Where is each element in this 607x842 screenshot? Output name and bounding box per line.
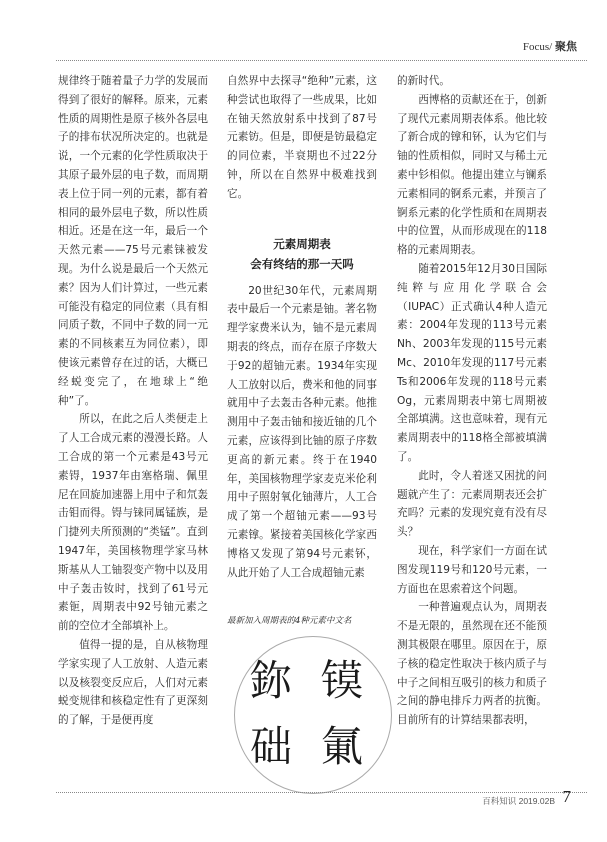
figure-caption: 最新加入周期表的4种元素中文名 — [227, 616, 352, 626]
section-label-en: Focus/ — [522, 41, 553, 53]
paragraph: 一种普遍观点认为，周期表不是无限的，虽然现在还不能预测其极限在哪里。原因在于，原子核的稳定性取决于核内质子与中子之间相互吸引的核力和质子之间的静电排斥力两者的抗衡。目前所有的计算结果都表明， — [397, 601, 547, 727]
journal-info: 百科知识 2019.02B — [482, 796, 555, 806]
paragraph: 自然界中去探寻“绝种”元素，这种尝试也取得了一些成果，比如在铀天然放射系中找到了87号元素钫。但是，即便是钫最稳定的同位素，半衰期也不过22分钟，所以在自然界中极难找到它。 — [227, 75, 377, 200]
paragraph: 此时，令人着迷又困扰的问题就产生了：元素周期表还会扩充吗？元素的发现究竟有没有尽头？ — [397, 469, 547, 539]
element-char-ts: 础 — [250, 722, 293, 771]
section-label-cn: 聚焦 — [555, 40, 577, 53]
paragraph: 值得一提的是，自从核物理学家实现了人工放射、人造元素以及核裂变反应后，人们对元素蜕变规律和核稳定性有了更深刻的了解，于是便再度 — [58, 638, 208, 727]
section-label — [523, 38, 577, 54]
column-2 — [227, 72, 377, 582]
paragraph: 所以，在此之后人类便走上了人工合成元素的漫漫长路。人工合成的第一个元素是43号元素锝，1937年由塞格瑞、佩里尼在回旋加速器上用中子和氘轰击钼而得。锝与铼同属锰族，是门捷列夫所预测的“类锰”。直到1947年，美国核物理学家马林斯基从人工铀裂变产物中以及用中子轰击钕时，找到了61号元素钷，周期表中92号铀元素之前的空位才全部填补上。 — [58, 413, 208, 633]
element-char-nh: 鉨 — [250, 656, 293, 705]
paragraph: 现在，科学家们一方面在试图发现119号和120号元素，一方面也在思索着这个问题。 — [397, 544, 547, 595]
paragraph: 西博格的贡献还在于，创新了现代元素周期表体系。他比较了新合成的镎和钚，认为它们与铀的性质相似，同时又与稀土元素中钐相似。他提出建立与镧系元素相同的锕系元素，并预言了锕系元素的化学性质和在周期表中的位置，从而形成现在的118格的元素周期表。 — [397, 93, 547, 257]
column-1 — [58, 72, 208, 730]
spacer — [227, 274, 377, 282]
paragraph: 20世纪30年代，元素周期表中最后一个元素是铀。著名物理学家费米认为，铀不是元素周期表的终点，而存在原子序数大于92的超铀元素。1934年实现人工放射以后，费米和他的同事就用中子去轰击各种元素。他推测用中子轰击铀和接近铀的几个元素，应该得到比铀的原子序数更高的新元素。终于在1940年，美国核物理学家麦克米伦利用中子照射氧化铀薄片，人工合成了第一个超铀元素——93号元素镎。紧接着美国核化学家西博格又发现了第94号元素钚，从此开始了人工合成超铀元素 — [227, 284, 377, 579]
paragraph: 随着2015年12月30日国际纯粹与应用化学联合会（IUPAC）正式确认4种人造元素：2004年发现的113号元素Nh、2003年发现的115号元素Mc、2010年发现的117号元素Ts和2006年发现的118号元素Og，元素周期表中第七周期被全部填满。这也意味着，现有元素周期表中的118格全部被填满了。 — [397, 262, 547, 463]
page-number: 7 — [562, 787, 571, 806]
header-divider — [56, 60, 587, 61]
paragraph: 规律终于随着量子力学的发展而得到了很好的解释。原来，元素性质的周期性是原子核外各层电子的排布状况所决定的。也就是说，一个元素的化学性质取决于其原子最外层的电子数，而周期表上位于同一列的元素，都有着相同的最外层电子数，所以性质相近。还是在这一年，最后一个天然元素——75号元素铼被发现。为什么说是最后一个天然元素？因为人们计算过，一些元素可能没有稳定的同位素（具有相同质子数，不同中子数的同一元素的不同核素互为同位素），即使该元素曾存在过的话，大概已经蜕变完了，在地球上“绝种”了。 — [58, 75, 208, 407]
paragraph: 的新时代。 — [397, 75, 450, 87]
section-title-line2: 会有终结的那一天吗 — [250, 256, 354, 271]
spacer — [227, 204, 377, 234]
section-title-line1: 元素周期表 — [273, 236, 331, 251]
element-char-mc: 镆 — [321, 656, 364, 705]
column-3 — [397, 72, 547, 730]
footer-divider — [56, 792, 587, 793]
element-char-og: 氭 — [321, 722, 364, 771]
